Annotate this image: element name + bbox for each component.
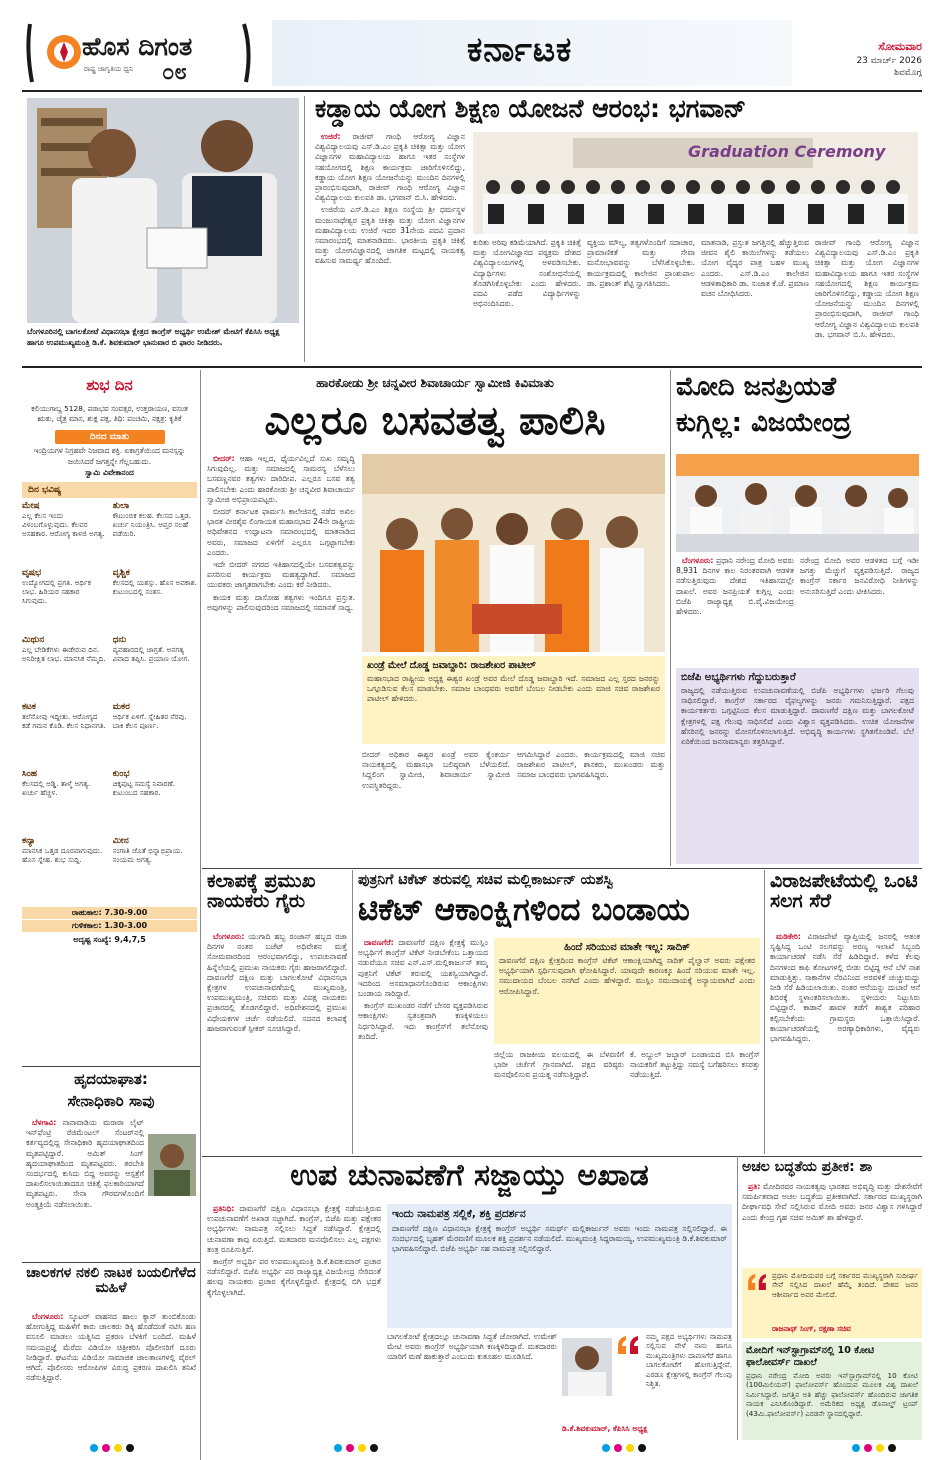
bjp-box-title: ಬಿಜೆಪಿ ಅಭ್ಯರ್ಥಿಗಳು ಗೆದ್ದುಬರುತ್ತಾರೆ — [681, 672, 796, 683]
page-number: ೦೮ — [162, 60, 187, 85]
rahukala-row: ರಾಹುಕಾಲ: 7.30-9.00 — [22, 907, 197, 919]
soldier-headline-2: ಸೇನಾಧಿಕಾರಿ ಸಾವು — [67, 1094, 155, 1110]
top-photo-caption: ಬೆಂಗಳೂರಿನಲ್ಲಿ ಬಾಗಲಕೋಟೆ ವಿಧಾನಸಭಾ ಕ್ಷೇತ್ರದ ಕಾಂಗ್ರೆಸ್ ಅಭ್ಯರ್ಥಿ ಉಮೇಶ್ ಮೇಟಿಗೆ ಕೆಪಿಸಿಸಿ ಅಧ್ಯಕ್ಷ ಹಾಗೂ ಉಪಮುಖ್ಯಮಂತ್ರಿ ಡಿ.ಕೆ. ಶಿವಕುಮಾರ್ ಭಾನುವಾರ ಬಿ ಫಾರಂ ನೀಡಿದರು. — [27, 327, 280, 347]
registration-dot-icon — [346, 1444, 354, 1452]
divider — [737, 1156, 738, 1440]
bjp-box — [676, 668, 919, 864]
horoscope-sign-text: ಉದ್ಯೋಗದಲ್ಲಿ ಪ್ರಗತಿ. ಆರ್ಥಿಕ ಲಾಭ. ಹಿರಿಯರ ಸಹಕಾರ ಸಿಗುವುದು. — [22, 577, 92, 605]
divider — [352, 870, 353, 1154]
election-col-1: ಪ್ರತಿನಿಧಿ: ದಾವಣಗೆರೆ ದಕ್ಷಿಣ ವಿಧಾನಸಭಾ ಕ್ಷೇತ್ರಕ್ಕೆ ನಡೆಯುತ್ತಿರುವ ಉಪಚುನಾವಣೆಗೆ ಅಖಾಡ ಸಜ್ಜಾಗಿದೆ. ಕಾಂಗ್ರೆಸ್, ಬಿಜೆಪಿ ಮತ್ತು ಪಕ್ಷೇತರ ಅಭ್ಯರ್ಥಿಗಳು ನಾಮಪತ್ರ ಸಲ್ಲಿಸಲು ಸಿದ್ಧತೆ ನಡೆಸಿದ್ದಾರೆ. ಕ್ಷೇತ್ರದಲ್ಲಿ ಚುನಾವಣಾ ಕಾವು ಏರುತ್ತಿದೆ. ಮತದಾರರ ಮನವೊಲಿಸಲು ಎಲ್ಲ ಪಕ್ಷಗಳು ತಂತ್ರ ರೂಪಿಸುತ್ತಿವೆ. ಕಾಂಗ್ರೆಸ್ ಅಭ್ಯರ್ಥಿ ಪರ ಉಪಮುಖ್ಯಮಂತ್ರಿ ಡಿ.ಕೆ.ಶಿವಕುಮಾರ್ ಪ್ರಚಾರ ನಡೆಸಲಿದ್ದಾರೆ. ಬಿಜೆಪಿ ಅಭ್ಯರ್ಥಿ ಪರ ರಾಜ್ಯಾಧ್ಯಕ್ಷ ವಿಜಯೇಂದ್ರ ಸೇರಿದಂತೆ ಹಲವು ನಾಯಕರು ಪ್ರಚಾರ ಕೈಗೊಳ್ಳಲಿದ್ದಾರೆ. ಕ್ಷೇತ್ರದಲ್ಲಿ ಬಿಗಿ ಭದ್ರತೆ ಕೈಗೊಳ್ಳಲಾಗಿದೆ. — [207, 1204, 381, 1297]
horoscope-sign-text: ಮಾನಸಿಕ ಒತ್ತಡ ದೂರವಾಗುವುದು. ಹೊಸ ಸ್ನೇಹ. ಶುಭ ಸುದ್ದಿ. — [22, 845, 103, 864]
yoga-body-1: ರಾಜೀವ್ ಗಾಂಧಿ ಆರೋಗ್ಯ ವಿಜ್ಞಾನ ವಿಶ್ವವಿದ್ಯಾಲಯವು ಎಸ್.ಡಿ.ಎಂ ಪ್ರಕೃತಿ ಚಿಕಿತ್ಸಾ ಮತ್ತು ಯೋಗ ವಿಜ್ಞಾನಗಳ ಮಹಾವಿದ್ಯಾಲಯ ಹಾಗೂ ಇತರ ಸಂಸ್ಥೆಗಳ ಸಹಯೋಗದಲ್ಲಿ ಶಿಕ್ಷಣ ಕಾರ್ಯಕ್ರಮ ಜಾರಿಗೊಳಿಸಲಿದ್ದು, ಕಡ್ಡಾಯ ಯೋಗ ಶಿಕ್ಷಣ ಯೋಜನೆಯನ್ನು ಮುಂದಿನ ದಿನಗಳಲ್ಲಿ ಪ್ರಾರಂಭಿಸುವುದಾಗಿ, ರಾಜೀವ್ ಗಾಂಧಿ ಆರೋಗ್ಯ ವಿಜ್ಞಾನ ವಿಶ್ವವಿದ್ಯಾಲಯ ಕುಲಪತಿ ಡಾ. ಭಗವಾನ್ ಬಿ.ಸಿ. ಹೇಳಿದರು. — [315, 132, 465, 203]
horoscope-sign-text: ಆರ್ಥಿಕ ಏಳಿಗೆ. ಸ್ನೇಹಿತರ ನೆರವು. ಬಾಕಿ ಕೆಲಸ ಪೂರ್ಣ. — [112, 711, 187, 730]
dateline: ಬೆಂಗಳೂರು: — [213, 932, 245, 941]
horoscope-sign-name: ಕನ್ಯಾ — [22, 836, 36, 846]
horoscope-sign-name: ಸಿಂಹ — [22, 769, 38, 779]
horoscope-sign — [22, 837, 107, 901]
dateline: ಪ್ರತಿನಿಧಿ: — [213, 1204, 235, 1213]
logo-text: ಹೊಸ ದಿಗಂತ — [82, 32, 193, 61]
registration-dot-icon — [638, 1444, 646, 1452]
mallikarjun-col-3: ಕೆ. ಅಬ್ದುಲ್ ಜಬ್ಬಾರ್ ಬಂಡಾಯದ ಬಿಸಿ ಕಾಂಗ್ರೆಸ್ ನಾಯಕರಿಗೆ ತಟ್ಟುತ್ತಿದ್ದು ಸಮಸ್ಯೆ ಬಗೆಹರಿಸಲು ಕಸರತ್ತು ನಡೆಯುತ್ತಿದೆ. — [630, 1050, 760, 1080]
dks-quote-text: ನಮ್ಮ ಪಕ್ಷದ ಅಭ್ಯರ್ಥಿಗಳು ನಾಮಪತ್ರ ಸಲ್ಲಿಸುವ ವೇಳೆ ನಾನು ಹಾಗೂ ಮುಖ್ಯಮಂತ್ರಿಗಳು ದಾವಣಗೆರೆ ಹಾಗೂ ಬಾಗಲಕೋಟೆಗೆ ಹೋಗುತ್ತಿದ್ದೇವೆ. ಎರಡೂ ಕ್ಷೇತ್ರಗಳಲ್ಲಿ ಕಾಂಗ್ರೆಸ್ ಗೆಲುವು ನಿಶ್ಚಿತ. — [646, 1332, 732, 1389]
shubha-dina-title: ಶುಭ ದಿನ — [86, 376, 133, 394]
horoscope-sign-text: ಕೆಲಸದಲ್ಲಿ ಅಡ್ಡಿ. ತಾಳ್ಮೆ ಅಗತ್ಯ. ಖರ್ಚು ಹೆಚ್ಚಳ. — [22, 778, 91, 797]
horoscope-sign-text: ವ್ಯವಹಾರದಲ್ಲಿ ಜಾಗ್ರತೆ. ಅನಗತ್ಯ ವಿವಾದ ತಪ್ಪಿಸಿ. ಪ್ರಯಾಣ ಯೋಗ. — [112, 644, 190, 663]
yoga-body-2: ಉಜಿರೆಯ ಎಸ್.ಡಿ.ಎಂ ಶಿಕ್ಷಣ ಸಂಸ್ಥೆಯ ಶ್ರೀ ಧರ್ಮಸ್ಥಳ ಮಂಜುನಾಥೇಶ್ವರ ಪ್ರಕೃತಿ ಚಿಕಿತ್ಸಾ ಮತ್ತು ಯೋಗ ವಿಜ್ಞಾನಗಳ ಮಹಾವಿದ್ಯಾಲಯ ಉಜಿರೆ ಇದರ 31ನೇಯ ಪದವಿ ಪ್ರದಾನ ಸಮಾರಂಭದಲ್ಲಿ ಮಾತನಾಡಿದರು. ಭಾರತೀಯ ಪ್ರಕೃತಿ ಚಿಕಿತ್ಸೆ ಮತ್ತು ಯೋಗವಿಜ್ಞಾನದಲ್ಲಿ ಜಾಗತಿಕ ಮಟ್ಟದಲ್ಲಿ ನಾಯಕತ್ವ ವಹಿಸುವ ಸಾಮರ್ಥ್ಯ ಹೊಂದಿದೆ. — [315, 205, 465, 266]
driver-headline: ಚಾಲಕಗಳ ನಕಲಿ ನಾಟಕ ಬಯಲಿಗೆಳೆದ ಮಹಿಳೆ — [26, 1266, 196, 1296]
logo-brush-stroke — [22, 20, 252, 86]
nomination-box-title: ಇಂದು ನಾಮಪತ್ರ ಸಲ್ಲಿಕೆ, ಶಕ್ತಿ ಪ್ರದರ್ಶನ — [392, 1208, 526, 1220]
horoscope-sign — [113, 502, 198, 566]
quote-author: ಸ್ವಾಮಿ ವಿವೇಕಾನಂದ — [85, 467, 134, 477]
divider — [202, 868, 922, 869]
dateline: ಬೆಳಗಾವಿ: — [32, 1118, 57, 1127]
basava-photo — [362, 454, 665, 652]
yoga-col-5: ಮಾತನಾಡಿ, ಪ್ರಸ್ತುತ ಜಗತ್ತಿನಲ್ಲಿ ಹೆಚ್ಚುತ್ತಿರುವ ಜೀವನ ಶೈಲಿ ಕಾಯಿಲೆಗಳನ್ನು ತಡೆಯಲು ಯೋಗ ವೈದ್ಯರ ಪಾತ್ರ ಬಹಳ ಮುಖ್ಯ ಎಂದರು. ಎಸ್.ಡಿ.ಎಂ ಕಾಲೇಜಿನ ಆಡಳಿತಾಧಿಕಾರಿ ಡಾ. ಸುಜಾತ ಕೆ.ಜೆ. ಪ್ರಮಾಣ ವಚನ ಬೋಧಿಸಿದರು. — [701, 238, 809, 299]
lucky-value: 9,4,7,5 — [114, 934, 146, 944]
divider — [22, 1066, 200, 1067]
quote-mark-icon — [746, 1274, 768, 1290]
masthead — [22, 20, 922, 88]
insta-body: ಪ್ರಧಾನಿ ನರೇಂದ್ರ ಮೋದಿ ಅವರು ಇನ್‌ಸ್ಟಾಗ್ರಾಮ್‌ನಲ್ಲಿ 10 ಕೋಟಿ (100ಮಿಲಿಯನ್) ಫಾಲೋವರ್ಸ್ ಹೊಂದುವ ಮೂಲಕ ವಿಶ್ವ ದಾಖಲೆ ನಿರ್ಮಿಸಿದ್ದಾರೆ. ಜಗತ್ತಿನ ಅತಿ ಹೆಚ್ಚು ಫಾಲೋವರ್ಸ್ ಹೊಂದಿರುವ ಜಾಗತಿಕ ನಾಯಕ ಎನಿಸಿಕೊಂಡಿದ್ದಾರೆ. ಅಮೆರಿಕದ ಅಧ್ಯಕ್ಷ ಡೊನಾಲ್ಡ್ ಟ್ರಂಪ್ (43ಮಿ.ಫಾಲೋವರ್ಸ್) ಎರಡನೇ ಸ್ಥಾನದಲ್ಲಿದ್ದಾರೆ. — [746, 1371, 918, 1418]
dateline: ಉಜಿರೆ: — [321, 132, 341, 141]
dks-quote-author: ಡಿ.ಕೆ.ಶಿವಕುಮಾರ್, ಕೆಪಿಸಿಸಿ ಅಧ್ಯಕ್ಷ — [562, 1424, 648, 1433]
horoscope-sign-name: ಧನು — [112, 635, 127, 645]
nomination-box-body: ದಾವಣಗೆರೆ ದಕ್ಷಿಣ ವಿಧಾನಸಭಾ ಕ್ಷೇತ್ರಕ್ಕೆ ಕಾಂಗ್ರೆಸ್ ಅಭ್ಯರ್ಥಿ ಸಮರ್ಥ್ ಮಲ್ಲಿಕಾರ್ಜುನ್ ಅವರು ಇಂದು ನಾಮಪತ್ರ ಸಲ್ಲಿಸಲಿದ್ದಾರೆ. ಈ ಸಂದರ್ಭದಲ್ಲಿ ಬೃಹತ್ ಮೆರವಣಿಗೆ ಮೂಲಕ ಶಕ್ತಿ ಪ್ರದರ್ಶನ ನಡೆಯಲಿದೆ. ಮುಖ್ಯಮಂತ್ರಿ ಸಿದ್ದರಾಮಯ್ಯ, ಉಪಮುಖ್ಯಮಂತ್ರಿ ಡಿ.ಕೆ.ಶಿವಕುಮಾರ್ ಭಾಗವಹಿಸಲಿದ್ದಾರೆ. ಬಿಜೆಪಿ ಅಭ್ಯರ್ಥಿ ಸಹ ನಾಮಪತ್ರ ಸಲ್ಲಿಸಲಿದ್ದಾರೆ. — [392, 1224, 727, 1254]
highlight-box — [362, 656, 665, 744]
horoscope-sign — [22, 703, 107, 767]
horoscope-sign-name: ವೃಷಭ — [22, 568, 42, 578]
horoscope-sign-name: ಮಿಥುನ — [22, 635, 45, 645]
horoscope-sign — [113, 770, 198, 834]
soldier-body: ಬೆಳಗಾವಿ: ನಾನಾವಾಡಿಯ ಮರಾಠಾ ಲೈಟ್ ಇನ್‌ಫೆಂಟ್ರಿ ರೆಜಿಮೆಂಟಲ್ ಸೆಂಟರ್‌ನಲ್ಲಿ ಕರ್ತವ್ಯದಲ್ಲಿದ್ದ ಸೇನಾಧಿಕಾರಿ ಹೃದಯಾಘಾತದಿಂದ ಮೃತಪಟ್ಟಿದ್ದಾರೆ. ಅಮಿತ್ ಸಿಂಗ್ ಹೃದಯಾಘಾತದಿಂದ ಮೃತಪಟ್ಟವರು. ತರಬೇತಿ ಸಂದರ್ಭದಲ್ಲಿ ಕುಸಿದು ಬಿದ್ದ ಅವರನ್ನು ಆಸ್ಪತ್ರೆಗೆ ದಾಖಲಿಸಲಾಯಿತಾದರೂ ಚಿಕಿತ್ಸೆ ಫಲಕಾರಿಯಾಗದೆ ಮೃತಪಟ್ಟರು. ಸೇನಾ ಗೌರವಗಳೊಂದಿಗೆ ಅಂತ್ಯಕ್ರಿಯೆ ನಡೆಸಲಾಯಿತು. — [26, 1118, 196, 1258]
dks-portrait-illustration — [562, 1338, 612, 1396]
city-label: ಶಿವಮೊಗ್ಗ — [894, 68, 922, 78]
registration-dot-icon — [102, 1444, 110, 1452]
date-block — [797, 20, 922, 86]
logo-block — [22, 20, 267, 86]
horoscope-sign — [22, 569, 107, 633]
yoga-col-4: ವ್ಯಕ್ತಿಯ ಮೌಲ್ಯ, ತತ್ವಗಳೊಂದಿಗೆ ಸದಾಚಾರ, ಪ್ರಾಮಾಣಿಕತೆ ಮತ್ತು ಸೇವಾ ಮನೋಭಾವವನ್ನು ಬೆಳೆಸಿಕೊಳ್ಳಬೇಕು. ಕಾರ್ಯಕ್ರಮದಲ್ಲಿ ಕಾಲೇಜಿನ ಪ್ರಾಂಶುಪಾಲ ಡಾ. ಪ್ರಶಾಂತ್ ಶೆಟ್ಟಿ ಸ್ವಾಗತಿಸಿದರು. — [587, 238, 695, 288]
photo-handover-illustration — [27, 98, 299, 323]
highlight-body: ಮಹಾಸಭಾದ ರಾಷ್ಟ್ರೀಯ ಅಧ್ಯಕ್ಷ ಈಶ್ವರ ಖಂಡ್ರೆ ಅವರ ಮೇಲೆ ದೊಡ್ಡ ಜವಾಬ್ದಾರಿ ಇದೆ. ಸಮಾಜದ ಎಲ್ಲ ಸ್ತರದ ಜನರನ್ನು ಒಗ್ಗೂಡಿಸುವ ಕೆಲಸ ಮಾಡಬೇಕು. ಸಮಾಜ ಬಾಂಧವರು ಅವರಿಗೆ ಬೆಂಬಲ ನೀಡಬೇಕು ಎಂದು ಮಾಜಿ ಸಚಿವ ರಾಜಶೇಖರ ಪಾಟೀಲ್ ಹೇಳಿದರು. — [367, 674, 660, 704]
divider — [202, 1156, 922, 1157]
basava-kicker: ಹಾರಕೋಡು ಶ್ರೀ ಚನ್ನವೀರ ಶಿವಾಚಾರ್ಯ ಸ್ವಾಮೀಜಿ ಕಿವಿಮಾತು — [316, 376, 554, 390]
panchanga-text: ಕಲಿಯುಗಾಬ್ದ 5128, ಪರಾಭವ ಸಂವತ್ಸರ, ಉತ್ತರಾಯಣ, ವಸಂತ ಋತು, ಚೈತ್ರ ಮಾಸ, ಶುಕ್ಲ ಪಕ್ಷ, ತಿಥಿ: ಪಂಚಮಿ, ನಕ್ಷತ್ರ: ಕೃತಿಕೆ — [31, 404, 188, 424]
swamiji-event-illustration — [362, 454, 665, 652]
registration-dot-icon — [602, 1444, 610, 1452]
horoscope-sign-text: ಚಿಕ್ಕಪುಟ್ಟ ಸಮಸ್ಯೆ ನಿವಾರಣೆ. ಕುಟುಂಬದ ಸಹಕಾರ. — [112, 778, 176, 797]
registration-dot-icon — [888, 1444, 896, 1452]
kalapakke-headline: ಕಲಾಪಕ್ಕೆ ಪ್ರಮುಖ ನಾಯಕರು ಗೈರು — [207, 872, 316, 912]
quote-mark-icon — [616, 1336, 640, 1354]
horoscope-sign — [113, 703, 198, 767]
soldier-portrait-illustration — [148, 1134, 196, 1196]
horoscope-sign-name: ಕುಂಭ — [112, 769, 130, 779]
rajnath-quote-text: ಪ್ರಧಾನಿ ಮೋದಿಯವರ ಬಗ್ಗೆ ಸರ್ಕಾರದ ಮುಖ್ಯಸ್ಥರಾಗಿ ಸುದೀರ್ಘ ಸೇವೆ ಸಲ್ಲಿಸಿದ ದಾಖಲೆ ಹೆಮ್ಮೆ ತಂದಿದೆ. ದೇಶದ ಜನರ ಆಶೀರ್ವಾದ ಅವರ ಮೇಲಿದೆ. — [772, 1271, 918, 1299]
dateline: ಪ್ರತಿ: — [748, 1182, 761, 1191]
horoscope-sign-text: ಸಂಗಾತಿ ಜೊತೆ ಭಿನ್ನಾಭಿಪ್ರಾಯ. ಸಂಯಮ ಅಗತ್ಯ. — [112, 845, 183, 864]
horoscope-sign — [113, 636, 198, 700]
horoscope-sign — [22, 502, 107, 566]
horoscope-sign-name: ಕಟಕ — [22, 702, 36, 712]
gulika-value: 1.30-3.00 — [104, 920, 148, 930]
registration-dot-icon — [370, 1444, 378, 1452]
rajnath-quote-box — [742, 1268, 922, 1338]
horoscope-sign-name: ಮಕರ — [112, 702, 130, 712]
masthead-rule — [22, 90, 922, 92]
dateline: ಬೆಂಗಳೂರು: — [32, 1312, 64, 1321]
dateline: ಮಡಿಕೇರಿ: — [776, 932, 801, 941]
bjp-box-body: ರಾಜ್ಯದಲ್ಲಿ ನಡೆಯುತ್ತಿರುವ ಉಪಚುನಾವಣೆಯಲ್ಲಿ ಬಿಜೆಪಿ ಅಭ್ಯರ್ಥಿಗಳು ಭರ್ಜರಿ ಗೆಲುವು ಸಾಧಿಸಲಿದ್ದಾರೆ. ಕಾಂಗ್ರೆಸ್ ಸರ್ಕಾರದ ವೈಫಲ್ಯಗಳನ್ನು ಜನರು ಗಮನಿಸುತ್ತಿದ್ದಾರೆ. ಪಕ್ಷದ ಕಾರ್ಯಕರ್ತರು ಒಗ್ಗಟ್ಟಿನಿಂದ ಕೆಲಸ ಮಾಡುತ್ತಿದ್ದಾರೆ. ದಾವಣಗೆರೆ ದಕ್ಷಿಣ ಮತ್ತು ಬಾಗಲಕೋಟೆ ಕ್ಷೇತ್ರಗಳಲ್ಲಿ ಪಕ್ಷ ಗೆಲುವು ಸಾಧಿಸಲಿದೆ ಎಂದು ವಿಶ್ವಾಸ ವ್ಯಕ್ತಪಡಿಸಿದರು. ಉಚಿತ ಯೋಜನೆಗಳ ಹೆಸರಿನಲ್ಲಿ ಜನರನ್ನು ಮೋಸಗೊಳಿಸಲಾಗುತ್ತಿದೆ. ಅಭಿವೃದ್ಧಿ ಕಾರ್ಯಗಳು ಸ್ಥಗಿತಗೊಂಡಿವೆ. ಬೆಲೆ ಏರಿಕೆಯಿಂದ ಜನಸಾಮಾನ್ಯರು ತತ್ತರಿಸಿದ್ದಾರೆ. — [681, 686, 914, 747]
virajpet-body: ಮಡಿಕೇರಿ: ವಿರಾಜಪೇಟೆ ವ್ಯಾಪ್ತಿಯಲ್ಲಿ ಜನರಲ್ಲಿ ಆತಂಕ ಸೃಷ್ಟಿಸಿದ್ದ ಒಂಟಿ ಸಲಗವನ್ನು ಅರಣ್ಯ ಇಲಾಖೆ ಸಿಬ್ಬಂದಿ ಕಾರ್ಯಾಚರಣೆ ನಡೆಸಿ ಸೆರೆ ಹಿಡಿದಿದ್ದಾರೆ. ಕಳೆದ ಕೆಲವು ದಿನಗಳಿಂದ ಕಾಫಿ ತೋಟಗಳಲ್ಲಿ ಬೀಡು ಬಿಟ್ಟಿದ್ದ ಆನೆ ಬೆಳೆ ನಾಶ ಮಾಡುತ್ತಿತ್ತು. ಸಾಕಾನೆಗಳ ನೆರವಿನಿಂದ ಅರವಳಿಕೆ ಚುಚ್ಚುಮದ್ದು ನೀಡಿ ಸೆರೆ ಹಿಡಿಯಲಾಯಿತು. ನಂತರ ಆನೆಯನ್ನು ದುಬಾರೆ ಆನೆ ಶಿಬಿರಕ್ಕೆ ಸ್ಥಳಾಂತರಿಸಲಾಯಿತು. ಸ್ಥಳೀಯರು ನಿಟ್ಟುಸಿರು ಬಿಟ್ಟಿದ್ದಾರೆ. ಕಾಡಾನೆ ಹಾವಳಿ ತಡೆಗೆ ಶಾಶ್ವತ ಪರಿಹಾರ ಕಲ್ಪಿಸಬೇಕೆಂದು ಗ್ರಾಮಸ್ಥರು ಒತ್ತಾಯಿಸಿದ್ದಾರೆ. ಕಾರ್ಯಾಚರಣೆಯಲ್ಲಿ ಅರಣ್ಯಾಧಿಕಾರಿಗಳು, ವೈದ್ಯರು ಭಾಗವಹಿಸಿದ್ದರು. — [770, 932, 920, 1044]
driver-body: ಬೆಂಗಳೂರು: ಸ್ಕೂಟರ್ ವಾಹನದ ಹಾಲು ಕ್ಯಾನ್ ತುಂಬಿಕೊಂಡು ಹೋಗುತ್ತಿದ್ದ ಮಹಿಳೆಗೆ ಕಾರು ಚಾಲಕರು ಡಿಕ್ಕಿ ಹೊಡೆದಂತೆ ನಟಿಸಿ ಹಣ ವಸೂಲಿ ಮಾಡಲು ಯತ್ನಿಸಿದ ಪ್ರಕರಣ ಬೆಳಕಿಗೆ ಬಂದಿದೆ. ಮಹಿಳೆ ಸಮಯಪ್ರಜ್ಞೆ ಮೆರೆದು ವಿಡಿಯೋ ಚಿತ್ರೀಕರಿಸಿ ಪೊಲೀಸರಿಗೆ ದೂರು ನೀಡಿದ್ದಾರೆ. ಘಟನೆಯ ವಿಡಿಯೋ ಸಾಮಾಜಿಕ ಜಾಲತಾಣಗಳಲ್ಲಿ ವೈರಲ್ ಆಗಿದೆ. ಪೊಲೀಸರು ಆರೋಪಿಗಳ ವಿರುದ್ಧ ಪ್ರಕರಣ ದಾಖಲಿಸಿ ತನಿಖೆ ನಡೆಸುತ್ತಿದ್ದಾರೆ. — [26, 1312, 196, 1383]
mallikarjun-headline: ಟಿಕೆಟ್ ಆಕಾಂಕ್ಷಿಗಳಿಂದ ಬಂಡಾಯ — [358, 894, 690, 928]
lucky-row: ಅದೃಷ್ಟ ಸಂಖ್ಯೆ: 9,4,7,5 — [73, 934, 146, 944]
divider — [200, 370, 201, 1460]
horoscope-sign-text: ಕೆಲಸದಲ್ಲಿ ಯಶಸ್ಸು. ಹೊಸ ಅವಕಾಶ. ಕುಟುಂಬದಲ್ಲಿ ಸಂತಸ. — [112, 577, 197, 596]
dks-quote-box — [562, 1332, 732, 1440]
insta-headline: ಮೋದಿಗೆ ಇನ್‌ಸ್ಟಾಗ್ರಾಮ್‌ನಲ್ಲಿ 10 ಕೋಟಿ ಫಾಲೋವರ್ಸ್ ದಾಖಲೆ — [746, 1345, 875, 1368]
shubha-dina-panel — [22, 372, 197, 1062]
section-title: ಕರ್ನಾಟಕ — [467, 30, 573, 70]
virajpet-headline: ವಿರಾಜಪೇಟೆಯಲ್ಲಿ ಒಂಟಿ ಸಲಗ ಸೆರೆ — [770, 872, 918, 912]
horoscope-sign — [113, 837, 198, 901]
registration-dot-icon — [876, 1444, 884, 1452]
horoscope-sign-name: ತುಲಾ — [112, 501, 130, 511]
horoscope-sign-text: ಎಲ್ಲ ಕೆಲಸ ಇಂದು ವಿಳಂಬಗೊಳ್ಳುವುದು. ಕೆಲವರ ಅಸಹಕಾರ. ಆರೋಗ್ಯ ಕಾಳಜಿ ಅಗತ್ಯ. — [22, 510, 105, 538]
modi-col-1: ಬೆಂಗಳೂರು: ಪ್ರಧಾನಿ ನರೇಂದ್ರ ಮೋದಿ ಅವರು 8,931 ದಿನಗಳ ಕಾಲ ನಿರಂತರವಾಗಿ ಆಡಳಿತ ನಡೆಸುತ್ತಿರುವುದು ದೇಶದ ಇತಿಹಾಸದಲ್ಲೇ ದಾಖಲೆ. ಅವರ ಜನಪ್ರಿಯತೆ ಕುಗ್ಗಿಲ್ಲ ಎಂದು ಬಿಜೆಪಿ ರಾಜ್ಯಾಧ್ಯಕ್ಷ ಬಿ.ವೈ.ವಿಜಯೇಂದ್ರ ಹೇಳಿದರು. — [676, 556, 794, 617]
election-col-2: ಬಾಗಲಕೋಟೆ ಕ್ಷೇತ್ರದಲ್ಲೂ ಚುನಾವಣಾ ಸಿದ್ಧತೆ ಜೋರಾಗಿದೆ. ಉಮೇಶ್ ಮೇಟಿ ಅವರು ಕಾಂಗ್ರೆಸ್ ಅಭ್ಯರ್ಥಿಯಾಗಿ ಕಣಕ್ಕಿಳಿದಿದ್ದಾರೆ. ಮತದಾರರು ಯಾರಿಗೆ ಮಣೆ ಹಾಕುತ್ತಾರೆ ಎಂಬುದು ಕುತೂಹಲ ಮೂಡಿಸಿದೆ. — [387, 1332, 557, 1362]
modi-col-2: ನರೇಂದ್ರ ಮೋದಿ ಅವರ ಆಡಳಿತದ ಬಗ್ಗೆ ಇಡೀ ಜಗತ್ತು ಮೆಚ್ಚುಗೆ ವ್ಯಕ್ತಪಡಿಸುತ್ತಿದೆ. ರಾಜ್ಯದ ಕಾಂಗ್ರೆಸ್ ಸರ್ಕಾರ ಜನವಿರೋಧಿ ನೀತಿಗಳನ್ನು ಅನುಸರಿಸುತ್ತಿದೆ ಎಂದು ಟೀಕಿಸಿದರು. — [800, 556, 919, 596]
timings-box — [22, 907, 197, 946]
yoga-body-lead — [315, 132, 465, 362]
mallikarjun-col-2: ಜಿಲ್ಲೆಯ ರಾಜಕೀಯ ವಲಯದಲ್ಲಿ ಈ ಬೆಳವಣಿಗೆ ಭಾರೀ ಚರ್ಚೆಗೆ ಗ್ರಾಸವಾಗಿದೆ. ಪಕ್ಷದ ವರಿಷ್ಠರು ಮನವೊಲಿಸುವ ಪ್ರಯತ್ನ ನಡೆಸುತ್ತಿದ್ದಾರೆ. — [494, 1050, 624, 1080]
registration-dot-icon — [126, 1444, 134, 1452]
basava-col-1: ಬೀದರ್: ಆಹಾ ಇಲ್ಲದ, ಧೈರ್ಯವಿಲ್ಲದೆ ಸುಖ ಸಮೃದ್ಧಿ ಸಿಗುವುದಿಲ್ಲ. ಮತ್ತು ಸಮಾಜದಲ್ಲಿ ಸಾಮರಸ್ಯ ಬೆಳೆಸಲು ಬಸವಣ್ಣನವರ ತತ್ವಗಳು ದಾರಿದೀಪ. ಎಲ್ಲರೂ ಬಸವ ತತ್ವ ಪಾಲಿಸಬೇಕು ಎಂದು ಹಾರಕೋಡು ಶ್ರೀ ಚನ್ನವೀರ ಶಿವಾಚಾರ್ಯ ಸ್ವಾಮೀಜಿ ಅಭಿಪ್ರಾಯಪಟ್ಟರು. ಬೀದರ್ ಕರ್ನಾಟಕ ಫಾರ್ಮಸಿ ಕಾಲೇಜಿನಲ್ಲಿ ನಡೆದ ಅಖಿಲ ಭಾರತ ವೀರಶೈವ ಲಿಂಗಾಯತ ಮಹಾಸಭಾದ 24ನೇ ರಾಷ್ಟ್ರೀಯ ಅಧಿವೇಶನದ ಉದ್ಘಾಟನಾ ಸಮಾರಂಭದಲ್ಲಿ ಮಾತನಾಡಿದ ಅವರು, ಸಮಾಜದ ಏಳಿಗೆಗೆ ಎಲ್ಲರೂ ಒಗ್ಗಟ್ಟಾಗಬೇಕು ಎಂದರು. ಇದೇ ಬೀದರ್ ನಗರದ ಇತಿಹಾಸದಲ್ಲಿಯೇ ಬಸವತತ್ವವನ್ನು ಪಸರಿಸುವ ಕಾರ್ಯಕ್ರಮ ಮಹತ್ವದ್ದಾಗಿದೆ. ಸಮಾಜದ ಯುವಕರು ಜಾಗೃತರಾಗಬೇಕು ಎಂದು ಕರೆ ನೀಡಿದರು. ಕಾಯಕ ಮತ್ತು ದಾಸೋಹ ತತ್ವಗಳು ಇಂದಿಗೂ ಪ್ರಸ್ತುತ. ಅವುಗಳನ್ನು ಪಾಲಿಸುವುದರಿಂದ ಸಮಾಜದಲ್ಲಿ ಸಮಾನತೆ ಸಾಧ್ಯ. — [207, 454, 355, 612]
nomination-box — [387, 1204, 732, 1328]
date-label: 23 ಮಾರ್ಚ್ 2026 — [856, 56, 922, 66]
basava-col-3: ಆಗಮಿಸಿದ್ದಾರೆ ಎಂದರು. ಕಾರ್ಯಕ್ರಮದಲ್ಲಿ ಮಾಜಿ ಸಚಿವ ರಾಜಶೇಖರ ಪಾಟೀಲ್, ಶಾಸಕರು, ಮುಖಂಡರು ಮತ್ತು ಸಮಾಜ ಬಾಂಧವರು ಭಾಗವಹಿಸಿದ್ದರು. — [517, 750, 665, 780]
modi-photo — [676, 454, 919, 552]
mallikarjun-kicker: ಪುತ್ರನಿಗೆ ಟಿಕೆಟ್ ತರುವಲ್ಲಿ ಸಚಿವ ಮಲ್ಲಿಕಾರ್ಜುನ್ ಯಶಸ್ವಿ — [358, 872, 614, 888]
achala-body: ಪ್ರತಿ: ಮೋದಿರವರ ನಾಯಕತ್ವವು ಭಾರತದ ಅಭಿವೃದ್ಧಿ ಮತ್ತು ದೇಶಸೇವೆಗೆ ಸಮರ್ಪಿತವಾದ ಅಚಲ ಬದ್ಧತೆಯ ಪ್ರತೀಕವಾಗಿದೆ. ಸರ್ಕಾರದ ಮುಖ್ಯಸ್ಥರಾಗಿ ದೀರ್ಘಾವಧಿ ಸೇವೆ ಸಲ್ಲಿಸಿರುವ ಮೋದಿ ಅವರು ಜನರ ವಿಶ್ವಾಸ ಗಳಿಸಿದ್ದಾರೆ ಎಂದು ಕೇಂದ್ರ ಗೃಹ ಸಚಿವ ಅಮಿತ್ ಶಾ ಹೇಳಿದ್ದಾರೆ. — [742, 1182, 922, 1222]
divider — [764, 870, 765, 1154]
horoscope-grid — [22, 502, 197, 901]
modi-headline-1: ಮೋದಿ ಜನಪ್ರಿಯತೆ — [676, 374, 837, 402]
divider — [22, 1262, 200, 1263]
highlight-title: ಖಂಡ್ರೆ ಮೇಲೆ ದೊಡ್ಡ ಜವಾಬ್ದಾರಿ: ರಾಜಶೇಖರ ಪಾಟೀಲ್ — [367, 660, 536, 671]
horoscope-sign — [113, 569, 198, 633]
registration-dot-icon — [614, 1444, 622, 1452]
soldier-headline-1: ಹೃದಯಾಘಾತ: — [74, 1072, 148, 1088]
divider — [670, 370, 671, 866]
horoscope-sign-text: ಎಲ್ಲ ಬೇಡಿಕೆಗಳು ಈಡೇರುವ ದಿನ. ಅನಿರೀಕ್ಷಿತ ಲಾಭ. ಮಾನಸಿಕ ನೆಮ್ಮದಿ. — [22, 644, 106, 663]
press-meet-illustration — [676, 454, 919, 552]
achala-headline: ಅಚಲ ಬದ್ಧತೆಯ ಪ್ರತೀಕ: ಶಾ — [742, 1160, 873, 1175]
horoscope-sign — [22, 636, 107, 700]
election-headline: ಉಪ ಚುನಾವಣೆಗೆ ಸಜ್ಜಾಯ್ತು ಅಖಾಡ — [290, 1160, 649, 1193]
basava-headline: ಎಲ್ಲರೂ ಬಸವತತ್ವ ಪಾಲಿಸಿ — [264, 400, 606, 444]
basava-col-2: ಬೀದರ್ ಅಧಿಕಾರ ಈಶ್ವರ ಖಂಡ್ರೆ ಅವರ ಕೈಂಕರ್ಯ ನಾಯಕತ್ವದಲ್ಲಿ ಮಹಾಸಭಾ ಬಲಿಷ್ಠವಾಗಿ ಬೆಳೆಯಲಿದೆ. ಸಿದ್ದಲಿಂಗ ಸ್ವಾಮೀಜಿ, ಶಿವಾಚಾರ್ಯ ಸ್ವಾಮೀಜಿ ಉಪಸ್ಥಿತರಿದ್ದರು. — [362, 750, 510, 790]
horoscope-sign-text: ಕೌಟುಂಬಿಕ ಕಲಹ. ಕೆಲಸದ ಒತ್ತಡ. ಖರ್ಚು ನಿಯಂತ್ರಿಸಿ. ಆಪ್ತರ ಸಲಹೆ ಪಡೆಯಿರಿ. — [112, 510, 192, 538]
quote-text: ಇಂದ್ರಿಯಗಳ ನಿಗ್ರಹವೇ ನಿಜವಾದ ಶಕ್ತಿ. ಏಕಾಗ್ರತೆಯಿಂದ ಮನಸ್ಸನ್ನು ಜಯಿಸಿದರೆ ಜಗತ್ತನ್ನೇ ಗೆಲ್ಲಬಹುದು. — [33, 446, 186, 466]
registration-dot-icon — [334, 1444, 342, 1452]
modi-headline-2: ಕುಗ್ಗಿಲ್ಲ: ವಿಜಯೇಂದ್ರ — [676, 410, 852, 438]
horoscope-sign-text: ತಲೆನೋವು ಇದ್ದೀತು. ಆರೋಗ್ಯದ ಕಡೆ ಗಮನ ಕೊಡಿ. ಕೆಲಸ ನಿಧಾನಗತಿ. — [22, 711, 106, 730]
registration-dot-icon — [626, 1444, 634, 1452]
yoga-headline: ಕಡ್ಡಾಯ ಯೋಗ ಶಿಕ್ಷಣ ಯೋಜನೆ ಆರಂಭ: ಭಗವಾನ್ — [315, 96, 747, 123]
dateline: ಬೆಂಗಳೂರು: — [682, 556, 714, 565]
day-label: ಸೋಮವಾರ — [878, 40, 922, 53]
dks-photo — [562, 1338, 612, 1396]
quote-title: ದಿನದ ಮಾತು — [55, 430, 165, 444]
divider — [304, 96, 305, 362]
horoscope-sign-name: ಮೀನ — [112, 836, 129, 846]
registration-dot-icon — [114, 1444, 122, 1452]
rahukala-value: 7.30-9.00 — [104, 907, 148, 917]
yoga-col-6: ರಾಜೀವ್ ಗಾಂಧಿ ಆರೋಗ್ಯ ವಿಜ್ಞಾನ ವಿಶ್ವವಿದ್ಯಾಲಯವು ಎಸ್.ಡಿ.ಎಂ ಪ್ರಕೃತಿ ಚಿಕಿತ್ಸಾ ಮತ್ತು ಯೋಗ ವಿಜ್ಞಾನಗಳ ಮಹಾವಿದ್ಯಾಲಯ ಹಾಗೂ ಇತರ ಸಂಸ್ಥೆಗಳ ಸಹಯೋಗದಲ್ಲಿ ಶಿಕ್ಷಣ ಕಾರ್ಯಕ್ರಮ ಜಾರಿಗೊಳಿಸಲಿದ್ದು, ಕಡ್ಡಾಯ ಯೋಗ ಶಿಕ್ಷಣ ಯೋಜನೆಯನ್ನು ಮುಂದಿನ ದಿನಗಳಲ್ಲಿ ಪ್ರಾರಂಭಿಸುವುದಾಗಿ, ರಾಜೀವ್ ಗಾಂಧಿ ಆರೋಗ್ಯ ವಿಜ್ಞಾನ ವಿಶ್ವವಿದ್ಯಾಲಯ ಕುಲಪತಿ ಡಾ. ಭಗವಾನ್ ಬಿ.ಸಿ. ಹೇಳಿದರು. — [815, 238, 919, 339]
gulika-row: ಗುಳಿಕಕಾಲ: 1.30-3.00 — [22, 920, 197, 932]
registration-dot-icon — [852, 1444, 860, 1452]
rajnath-quote-author: ರಾಜನಾಥ್ ಸಿಂಗ್, ರಕ್ಷಣಾ ಸಚಿವ — [772, 1324, 851, 1333]
logo-tagline: ರಾಷ್ಟ್ರ ಜಾಗೃತಿಯ ಧ್ವನಿ — [84, 65, 134, 73]
top-photo — [27, 98, 299, 323]
registration-dot-icon — [90, 1444, 98, 1452]
soldier-photo — [148, 1134, 196, 1196]
horoscope-title: ದಿನ ಭವಿಷ್ಯ — [22, 482, 197, 498]
sadik-box — [494, 938, 760, 1044]
sadik-box-title: ಹಿಂದೆ ಸರಿಯುವ ಮಾತೇ ಇಲ್ಲ: ಸಾದಿಕ್ — [564, 942, 690, 953]
kalapakke-body: ಬೆಂಗಳೂರು: ಯುಗಾದಿ ಹಬ್ಬ ರಂಜಾನ್ ಹಬ್ಬದ ರಜಾ ದಿನಗಳ ನಂತರ ಬಜೆಟ್ ಅಧಿವೇಶನ ಮತ್ತೆ ಸೋಮವಾರದಿಂದ ಆರಂಭವಾಗಲಿದ್ದು, ಉಪಚುನಾವಣೆ ಹಿನ್ನೆಲೆಯಲ್ಲಿ ಪ್ರಮುಖ ನಾಯಕರು ಗೈರು ಹಾಜರಾಗಲಿದ್ದಾರೆ. ದಾವಣಗೆರೆ ದಕ್ಷಿಣ ಮತ್ತು ಬಾಗಲಕೋಟೆ ವಿಧಾನಸಭಾ ಕ್ಷೇತ್ರಗಳ ಉಪಚುನಾವಣೆಯಲ್ಲಿ ಮುಖ್ಯಮಂತ್ರಿ, ಉಪಮುಖ್ಯಮಂತ್ರಿ, ಸಚಿವರು ಮತ್ತು ವಿಪಕ್ಷ ನಾಯಕರು ಪ್ರಚಾರದಲ್ಲಿ ತೊಡಗಲಿದ್ದಾರೆ. ಅಧಿವೇಶನದಲ್ಲಿ ಪ್ರಮುಖ ವಿಧೇಯಕಗಳ ಚರ್ಚೆ ನಡೆಯಲಿದೆ. ಸದನದ ಕಲಾಪಕ್ಕೆ ಹಾಜರಾಗುವಂತೆ ಸ್ಪೀಕರ್ ಸೂಚಿಸಿದ್ದಾರೆ. — [207, 932, 347, 1033]
horoscope-sign — [22, 770, 107, 834]
insta-box — [742, 1342, 922, 1440]
graduation-banner-text: Graduation Ceremony — [688, 142, 886, 161]
sadik-box-body: ದಾವಣಗೆರೆ ದಕ್ಷಿಣ ಕ್ಷೇತ್ರದಿಂದ ಕಾಂಗ್ರೆಸ್ ಟಿಕೆಟ್ ಆಕಾಂಕ್ಷಿಯಾಗಿದ್ದ ಸಾದಿಕ್ ಪೈಲ್ವಾನ್ ಅವರು ಪಕ್ಷೇತರ ಅಭ್ಯರ್ಥಿಯಾಗಿ ಸ್ಪರ್ಧಿಸುವುದಾಗಿ ಘೋಷಿಸಿದ್ದಾರೆ. ಯಾವುದೇ ಕಾರಣಕ್ಕೂ ಹಿಂದೆ ಸರಿಯುವ ಮಾತೇ ಇಲ್ಲ. ಸಮುದಾಯದ ಬೆಂಬಲ ನನಗಿದೆ ಎಂದು ಹೇಳಿದ್ದಾರೆ. ಮುಸ್ಲಿಂ ಸಮುದಾಯಕ್ಕೆ ಅನ್ಯಾಯವಾಗಿದೆ ಎಂದು ಆರೋಪಿಸಿದ್ದಾರೆ. — [499, 956, 755, 996]
registration-dot-icon — [358, 1444, 366, 1452]
dateline: ದಾವಣಗೆರೆ: — [364, 938, 394, 947]
registration-marks-bottom — [0, 1444, 945, 1456]
mallikarjun-col-1: ದಾವಣಗೆರೆ: ದಾವಣಗೆರೆ ದಕ್ಷಿಣ ಕ್ಷೇತ್ರಕ್ಕೆ ಮುಸ್ಲಿಂ ಅಭ್ಯರ್ಥಿಗೆ ಕಾಂಗ್ರೆಸ್ ಟಿಕೆಟ್ ನೀಡಬೇಕೆಂಬ ಒತ್ತಾಯದ ನಡುವೆಯೂ ಸಚಿವ ಎಸ್.ಎಸ್.ಮಲ್ಲಿಕಾರ್ಜುನ್ ತಮ್ಮ ಪುತ್ರನಿಗೆ ಟಿಕೆಟ್ ತರುವಲ್ಲಿ ಯಶಸ್ವಿಯಾಗಿದ್ದಾರೆ. ಇದರಿಂದ ಅಸಮಾಧಾನಗೊಂಡಿರುವ ಆಕಾಂಕ್ಷಿಗಳು ಬಂಡಾಯ ಸಾರಿದ್ದಾರೆ. ಕಾಂಗ್ರೆಸ್ ಮುಖಂಡರ ನಡೆಗೆ ಬೇಸರ ವ್ಯಕ್ತಪಡಿಸಿರುವ ಆಕಾಂಕ್ಷಿಗಳು ಸ್ವತಂತ್ರವಾಗಿ ಕಣಕ್ಕಿಳಿಯಲು ನಿರ್ಧರಿಸಿದ್ದಾರೆ. ಇದು ಕಾಂಗ್ರೆಸ್‌ಗೆ ತಲೆನೋವು ತಂದಿದೆ. — [358, 938, 488, 1041]
horoscope-sign-name: ವೃಶ್ಚಿಕ — [112, 568, 130, 578]
yoga-col-3: ಕುರಿತು ಅರಿವು ಕಡಿಮೆಯಾಗಿದೆ. ಪ್ರಕೃತಿ ಚಿಕಿತ್ಸೆ ಮತ್ತು ಯೋಗವಿಜ್ಞಾನದ ಪಠ್ಯಕ್ರಮ ದೇಶದ ವಿಶ್ವವಿದ್ಯಾಲಯಗಳಲ್ಲಿ ಅಳವಡಿಸಬೇಕು. ವಿದ್ಯಾರ್ಥಿಗಳು ಸಂಶೋಧನೆಯಲ್ಲಿ ತೊಡಗಿಸಿಕೊಳ್ಳಬೇಕು ಎಂದು ಹೇಳಿದರು. ಪದವಿ ಪಡೆದ ವಿದ್ಯಾರ್ಥಿಗಳನ್ನು ಅಭಿನಂದಿಸಿದರು. — [473, 238, 581, 309]
section-band — [272, 20, 792, 86]
horoscope-sign-name: ಮೇಷ — [22, 501, 40, 511]
dateline: ಬೀದರ್: — [213, 454, 235, 463]
graduation-photo — [473, 132, 918, 234]
divider — [22, 366, 922, 368]
registration-dot-icon — [864, 1444, 872, 1452]
